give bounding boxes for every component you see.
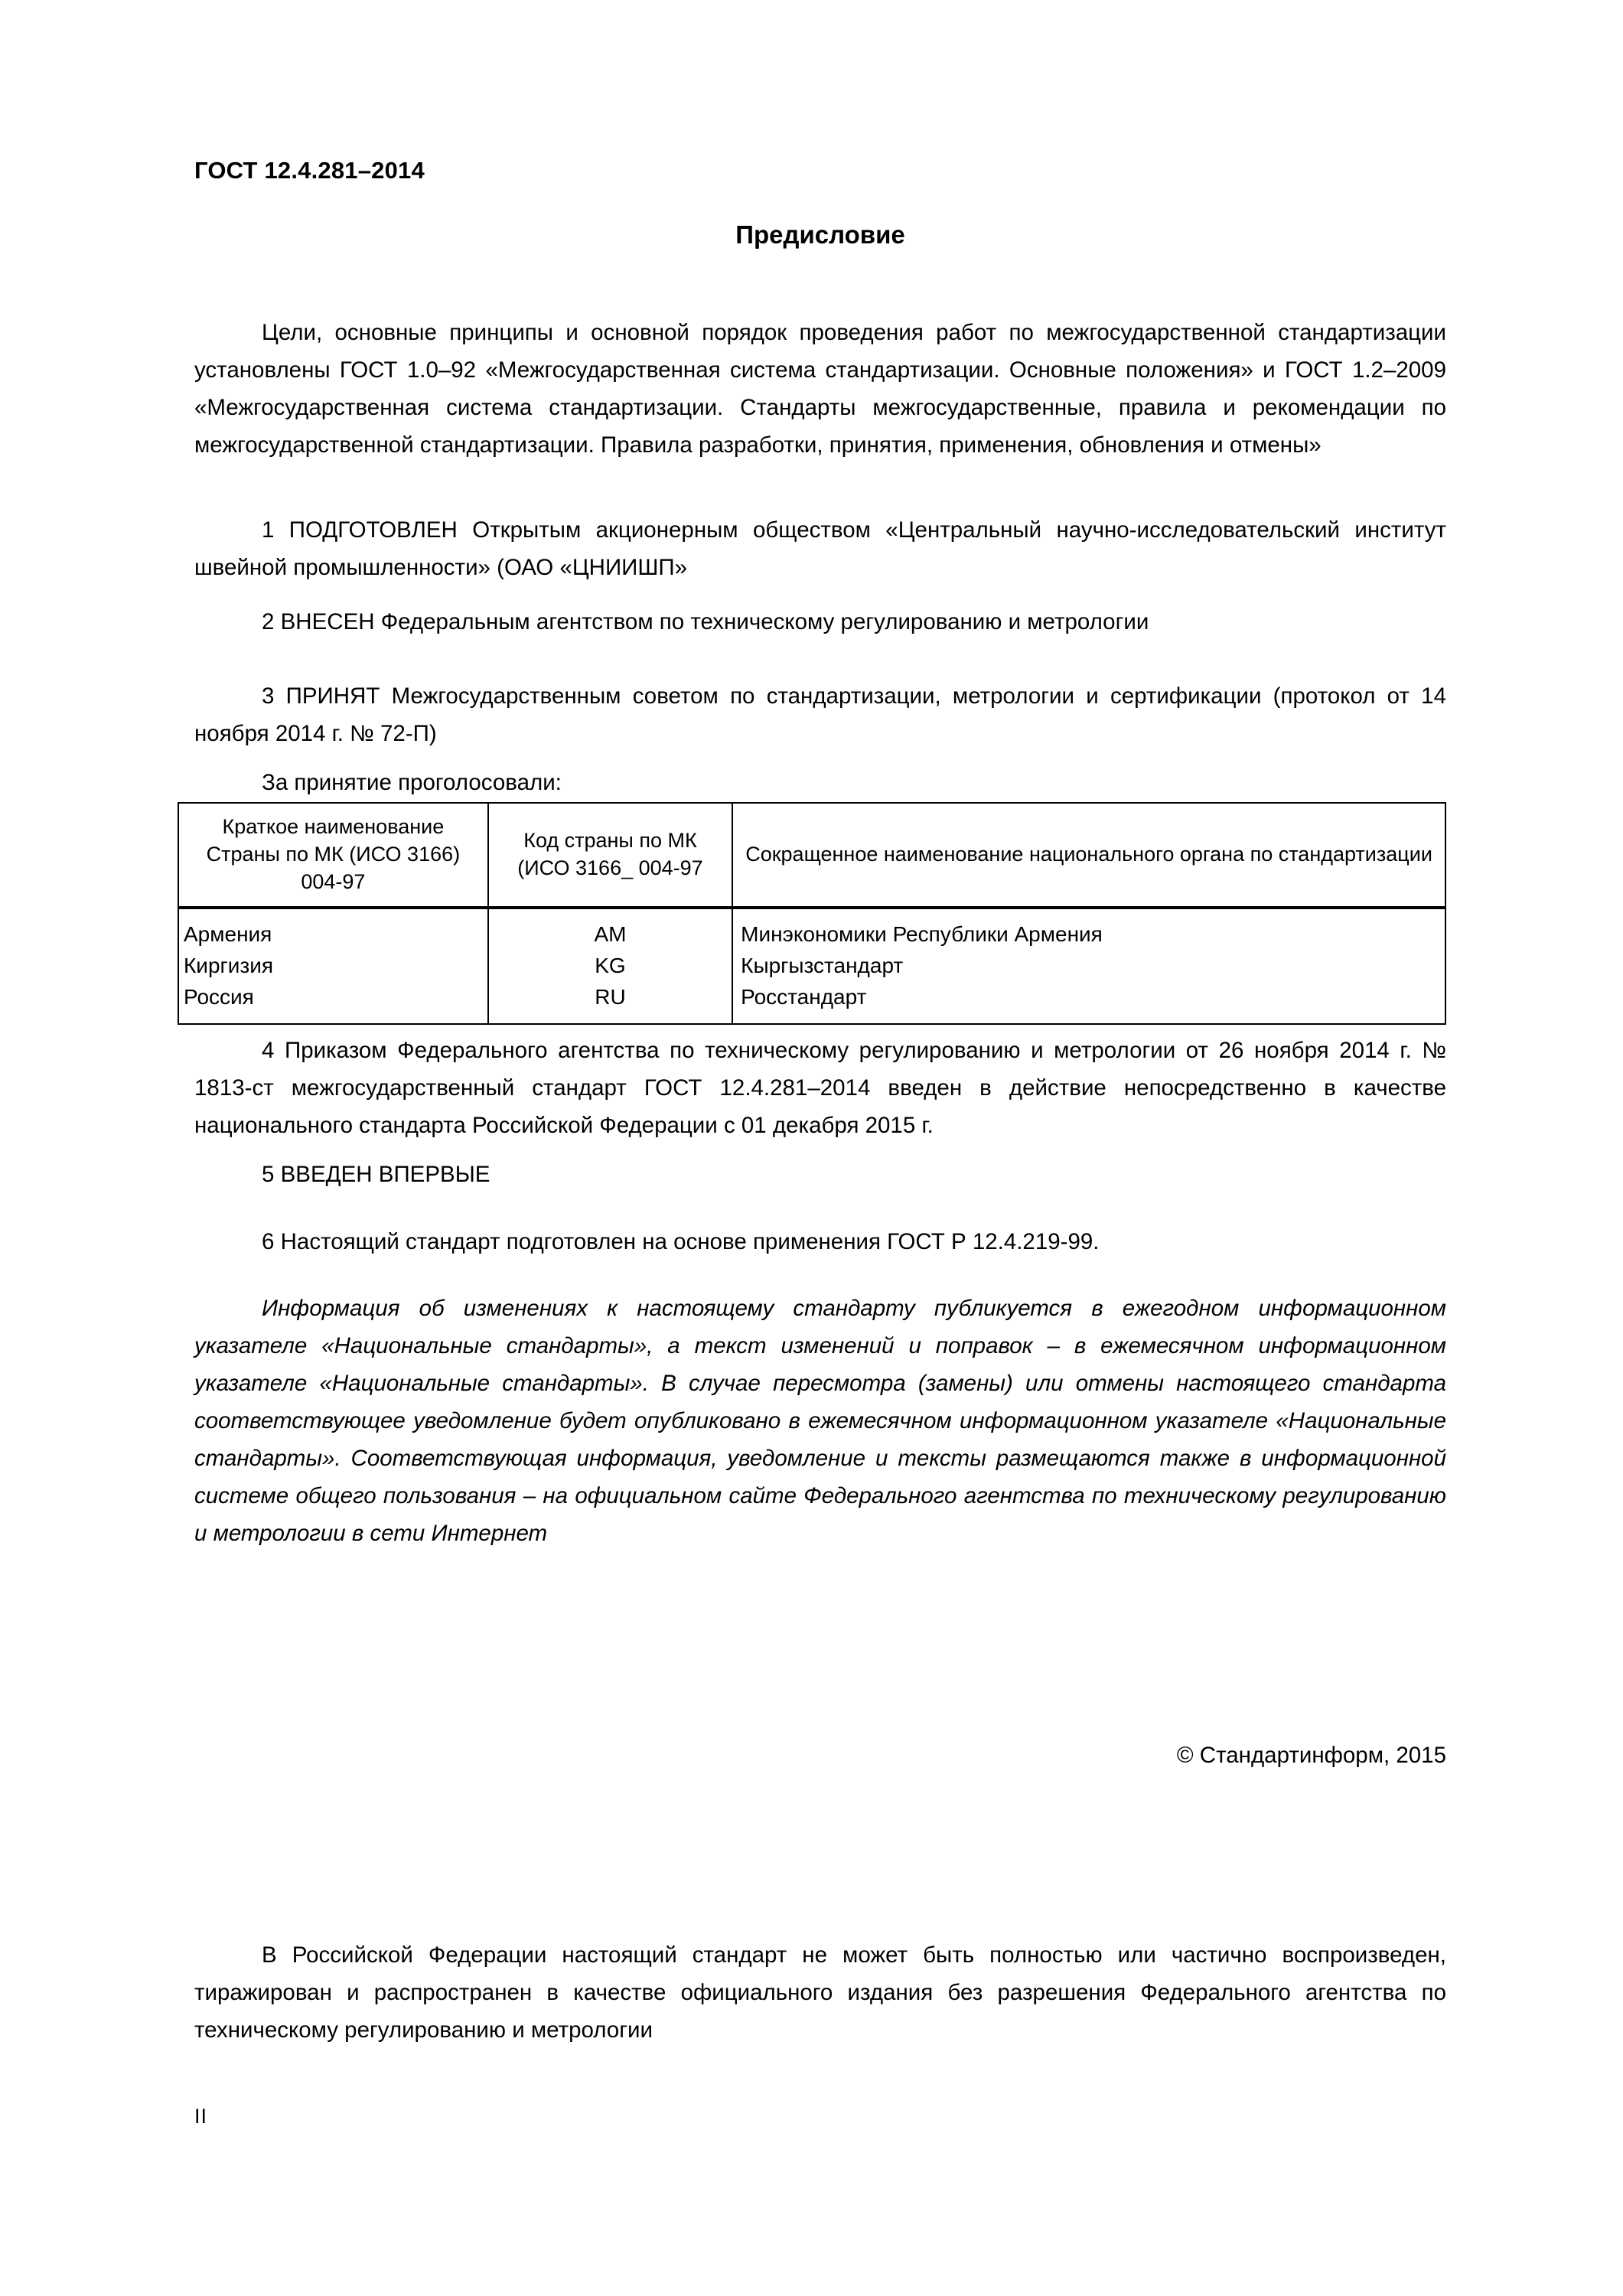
reproduction-disclaimer-block	[194, 1936, 1446, 2049]
cell-organization: Кыргызстандарт	[732, 950, 1445, 981]
item-5-block	[194, 1156, 1446, 1193]
cell-country: Россия	[178, 981, 488, 1024]
vote-table-body	[178, 908, 1445, 1024]
page-title: Предисловие	[735, 220, 905, 249]
column-header-country: Краткое наименование Страны по МК (ИСО 3166) 004-97	[178, 803, 488, 908]
cell-country: Армения	[178, 908, 488, 950]
preface-item-1: 1 ПОДГОТОВЛЕН Открытым акционерным обществом «Центральный научно-исследовательский институт швейной промышленности» (ОАО «ЦНИИШП»	[194, 517, 1446, 580]
copyright-notice: © Стандартинформ, 2015	[1176, 1743, 1446, 1768]
item-6-block	[194, 1223, 1446, 1261]
cell-code: KG	[488, 950, 732, 981]
vote-table	[178, 802, 1446, 1025]
table-header-row	[178, 803, 1445, 908]
cell-organization: Росстандарт	[732, 981, 1445, 1024]
reproduction-disclaimer: В Российской Федерации настоящий стандарт не может быть полностью или частично воспроизведен, тиражирован и распространен в качестве официального издания без разрешения Федерального агентства по техническому регулированию и метрологии	[194, 1942, 1446, 2043]
page-number: II	[194, 2105, 208, 2128]
cell-code: AM	[488, 908, 732, 950]
column-header-organization: Сокращенное наименование национального органа по стандартизации	[732, 803, 1445, 908]
cell-organization: Минэкономики Республики Армения	[732, 908, 1445, 950]
preface-item-3: 3 ПРИНЯТ Межгосударственным советом по стандартизации, метрологии и сертификации (протокол от 14 ноября 2014 г. № 72-П)	[194, 683, 1446, 746]
cell-code: RU	[488, 981, 732, 1024]
column-header-code: Код страны по МК (ИСО 3166_ 004-97	[488, 803, 732, 908]
standard-designation-header: ГОСТ 12.4.281–2014	[194, 157, 425, 184]
intro-paragraph: Цели, основные принципы и основной порядок проведения работ по межгосударственной стандартизации установлены ГОСТ 1.0–92 «Межгосударственная система стандартизации. Основные положения» и ГОСТ 1.2–2009 «Межгосударственная система стандартизации. Стандарты межгосударственные, правила и рекомендации по межгосударственной стандартизации. Правила разработки, принятия, применения, обновления и отмены»	[194, 320, 1446, 458]
item-1-block	[194, 511, 1446, 586]
item-2-block	[194, 603, 1446, 641]
change-notice-block	[194, 1290, 1446, 1552]
preface-item-6: 6 Настоящий стандарт подготовлен на основе применения ГОСТ Р 12.4.219-99.	[262, 1229, 1100, 1254]
vote-table-caption: За принятие проголосовали:	[262, 770, 562, 795]
table-row	[178, 981, 1445, 1024]
item-4-block	[194, 1032, 1446, 1144]
table-row	[178, 950, 1445, 981]
change-notice-paragraph: Информация об изменениях к настоящему стандарту публикуется в ежегодном информационном указателе «Национальные стандарты», а текст изменений и поправок – в ежемесячном информационном указателе «Национальные стандарты». В случае пересмотра (замены) или отмены настоящего стандарта соответствующее уведомление будет опубликовано в ежемесячном информационном указателе «Национальные стандарты». Соответствующая информация, уведомление и тексты размещаются также в информационной системе общего пользования – на официальном сайте Федерального агентства по техническому регулированию и метрологии в сети Интернет	[194, 1296, 1446, 1546]
preface-item-5: 5 ВВЕДЕН ВПЕРВЫЕ	[262, 1162, 490, 1187]
intro-paragraph-block	[194, 314, 1446, 464]
vote-table-head	[178, 803, 1445, 908]
preface-item-4: 4 Приказом Федерального агентства по техническому регулированию и метрологии от 26 ноября 2014 г. № 1813-ст межгосударственный стандарт ГОСТ 12.4.281–2014 введен в действие непосредственно в качестве национального стандарта Российской Федерации с 01 декабря 2015 г.	[194, 1038, 1446, 1138]
cell-country: Киргизия	[178, 950, 488, 981]
table-row	[178, 908, 1445, 950]
preface-item-2: 2 ВНЕСЕН Федеральным агентством по техническому регулированию и метрологии	[262, 609, 1149, 634]
item-3-block	[194, 677, 1446, 752]
